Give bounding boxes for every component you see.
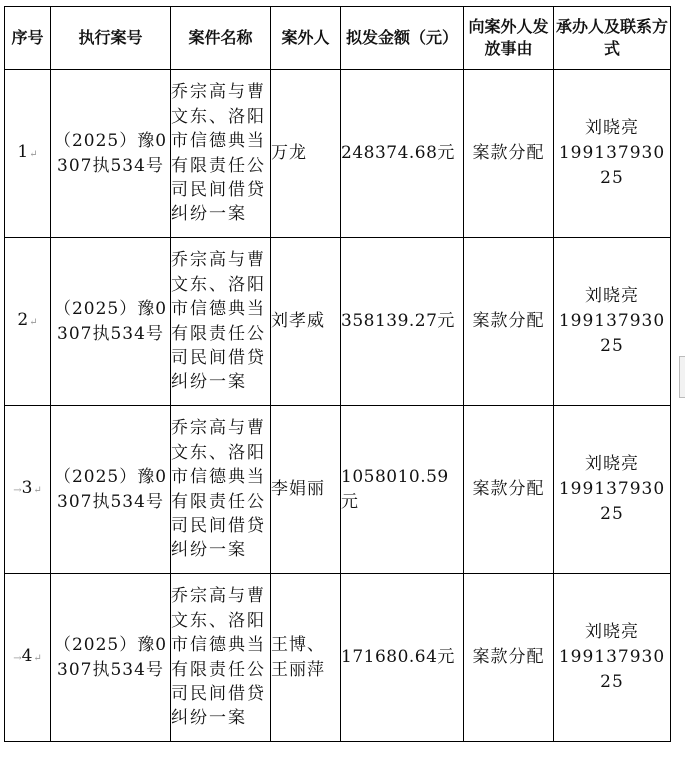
cell-case-number: （2025）豫0307执534号 bbox=[51, 574, 171, 742]
header-row bbox=[5, 7, 671, 70]
cell-seq: →3↵ bbox=[5, 406, 51, 574]
header-outsider: 案外人 bbox=[271, 7, 341, 70]
cell-seq: 2↵ bbox=[5, 238, 51, 406]
cell-case-name: 乔宗高与曹文东、洛阳市信德典当有限责任公司民间借贷纠纷一案 bbox=[171, 238, 271, 406]
cell-contact bbox=[554, 70, 671, 238]
cell-reason: 案款分配 bbox=[464, 406, 554, 574]
cell-reason: 案款分配 bbox=[464, 70, 554, 238]
cell-amount: 171680.64元 bbox=[341, 574, 464, 742]
cell-outsider: 王博、王丽萍 bbox=[271, 574, 341, 742]
contact-name: 刘晓亮 bbox=[585, 454, 639, 474]
table-row bbox=[5, 574, 671, 742]
cell-outsider: 万龙 bbox=[271, 70, 341, 238]
contact-phone: 19913793025 bbox=[558, 143, 666, 188]
contact-name: 刘晓亮 bbox=[585, 118, 639, 138]
cell-case-number: （2025）豫0307执534号 bbox=[51, 238, 171, 406]
contact-phone: 19913793025 bbox=[558, 647, 666, 692]
cell-amount: 358139.27元 bbox=[341, 238, 464, 406]
contact-phone: 19913793025 bbox=[558, 479, 666, 524]
header-seq: 序号 bbox=[5, 7, 51, 70]
seq-text: 3 bbox=[21, 478, 34, 498]
cell-reason: 案款分配 bbox=[464, 574, 554, 742]
contact-name: 刘晓亮 bbox=[585, 622, 639, 642]
cell-outsider: 李娟丽 bbox=[271, 406, 341, 574]
seq-text: 2 bbox=[17, 310, 30, 330]
table-row bbox=[5, 70, 671, 238]
cell-contact bbox=[554, 238, 671, 406]
cell-seq: →4↵ bbox=[5, 574, 51, 742]
seq-text: 1 bbox=[17, 142, 30, 162]
side-scroll-tab[interactable] bbox=[679, 356, 685, 398]
table-row bbox=[5, 406, 671, 574]
header-amount: 拟发金额（元） bbox=[341, 7, 464, 70]
cell-amount: 248374.68元 bbox=[341, 70, 464, 238]
cell-case-name: 乔宗高与曹文东、洛阳市信德典当有限责任公司民间借贷纠纷一案 bbox=[171, 574, 271, 742]
cell-case-name: 乔宗高与曹文东、洛阳市信德典当有限责任公司民间借贷纠纷一案 bbox=[171, 406, 271, 574]
contact-name: 刘晓亮 bbox=[585, 286, 639, 306]
table-row bbox=[5, 238, 671, 406]
header-case-name: 案件名称 bbox=[171, 7, 271, 70]
header-reason: 向案外人发放事由 bbox=[464, 7, 554, 70]
payout-table bbox=[4, 6, 671, 742]
cell-amount: 1058010.59元 bbox=[341, 406, 464, 574]
cell-case-number: （2025）豫0307执534号 bbox=[51, 70, 171, 238]
cell-contact bbox=[554, 574, 671, 742]
contact-phone: 19913793025 bbox=[558, 311, 666, 356]
cell-seq: 1↵ bbox=[5, 70, 51, 238]
cell-reason: 案款分配 bbox=[464, 238, 554, 406]
cell-contact bbox=[554, 406, 671, 574]
cell-case-name: 乔宗高与曹文东、洛阳市信德典当有限责任公司民间借贷纠纷一案 bbox=[171, 70, 271, 238]
cell-outsider: 刘孝威 bbox=[271, 238, 341, 406]
header-case-number: 执行案号 bbox=[51, 7, 171, 70]
header-contact: 承办人及联系方式 bbox=[554, 7, 671, 70]
seq-text: 4 bbox=[21, 646, 34, 666]
cell-case-number: （2025）豫0307执534号 bbox=[51, 406, 171, 574]
